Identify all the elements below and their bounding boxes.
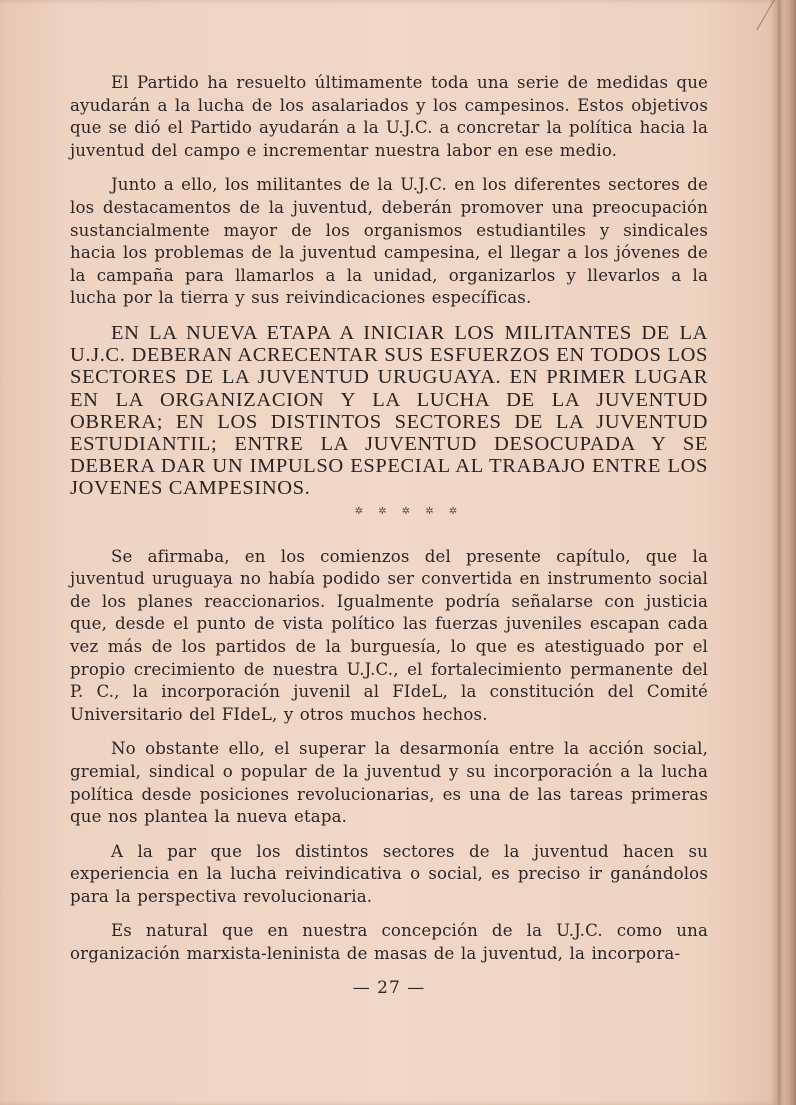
paragraph-experiencia: A la par que los distintos sectores de la juventud hacen su experiencia en la lucha reivindicativa o social, es preciso ir ganándolos para la perspectiva revolucionaria. — [70, 841, 708, 906]
section-separator: ✲ ✲ ✲ ✲ ✲ — [354, 505, 464, 517]
paragraph-concepcion-ujc: Es natural que en nuestra concepción de la U.J.C. como una organización marxista-leninista de masas de la juventud, la incorpora- — [70, 921, 708, 964]
page-body — [70, 72, 708, 978]
page-number: — 27 — — [352, 978, 426, 998]
paragraph-partido-medidas: El Partido ha resuelto últimamente toda una serie de medidas que ayudarán a la lucha de los asalariados y los campesinos. Estos objetivos que se dió el Partido ayudarán a la U.J.C. a concretar la política hacia la juventud del campo e incrementar nuestra labor en ese medio. — [70, 73, 708, 160]
paragraph-juventud-uruguaya: Se afirmaba, en los comienzos del presente capítulo, que la juventud uruguaya no había podido ser convertida en instrumento social de los planes reaccionarios. Igualmente podría señalarse con justicia que, desde el punto de vista político las fuerzas juveniles escapan cada vez más de los partidos de la burguesía, lo que es atestiguado por el propio crecimiento de nuestra U.J.C., el fortalecimiento permanente del P. C., la incorporación juvenil al FIdeL, la constitución del Comité Universitario del FIdeL, y otros muchos hechos. — [70, 546, 708, 724]
paragraph-desarmonia: No obstante ello, el superar la desarmonía entre la acción social, gremial, sindical o popular de la juventud y su incorporación a la lucha política desde posiciones revolucionarias, es una de las tareas primeras que nos plantea la nueva etapa. — [70, 739, 708, 827]
uppercase-directive-paragraph: EN LA NUEVA ETAPA A INICIAR LOS MILITANTES DE LA U.J.C. DEBERAN ACRECENTAR SUS ESFUERZOS EN TODOS LOS SECTORES DE LA JUVENTUD URUGUAYA. EN PRIMER LUGAR EN LA ORGANIZACION Y LA LUCHA DE LA JUVENTUD OBRERA; EN LOS DISTINTOS SECTORES DE LA JUVENTUD ESTUDIANTIL; ENTRE LA JUVENTUD DESOCUPADA Y SE DEBERA DAR UN IMPULSO ESPECIAL AL TRABAJO ENTRE LOS JOVENES CAMPESINOS. — [70, 321, 708, 500]
paragraph-militantes-ujc: Junto a ello, los militantes de la U.J.C. en los diferentes sectores de los destacamentos de la juventud, deberán promover una preocupación sustancialmente mayor de los organismos estudiantiles y sindicales hacia los problemas de la juventud campesina, el llegar a los jóvenes de la campaña para llamarlos a la unidad, organizarlos y llevarlos a la lucha por la tierra y sus reivindicaciones específicas. — [70, 175, 708, 308]
page-stack-edge — [778, 0, 796, 1105]
